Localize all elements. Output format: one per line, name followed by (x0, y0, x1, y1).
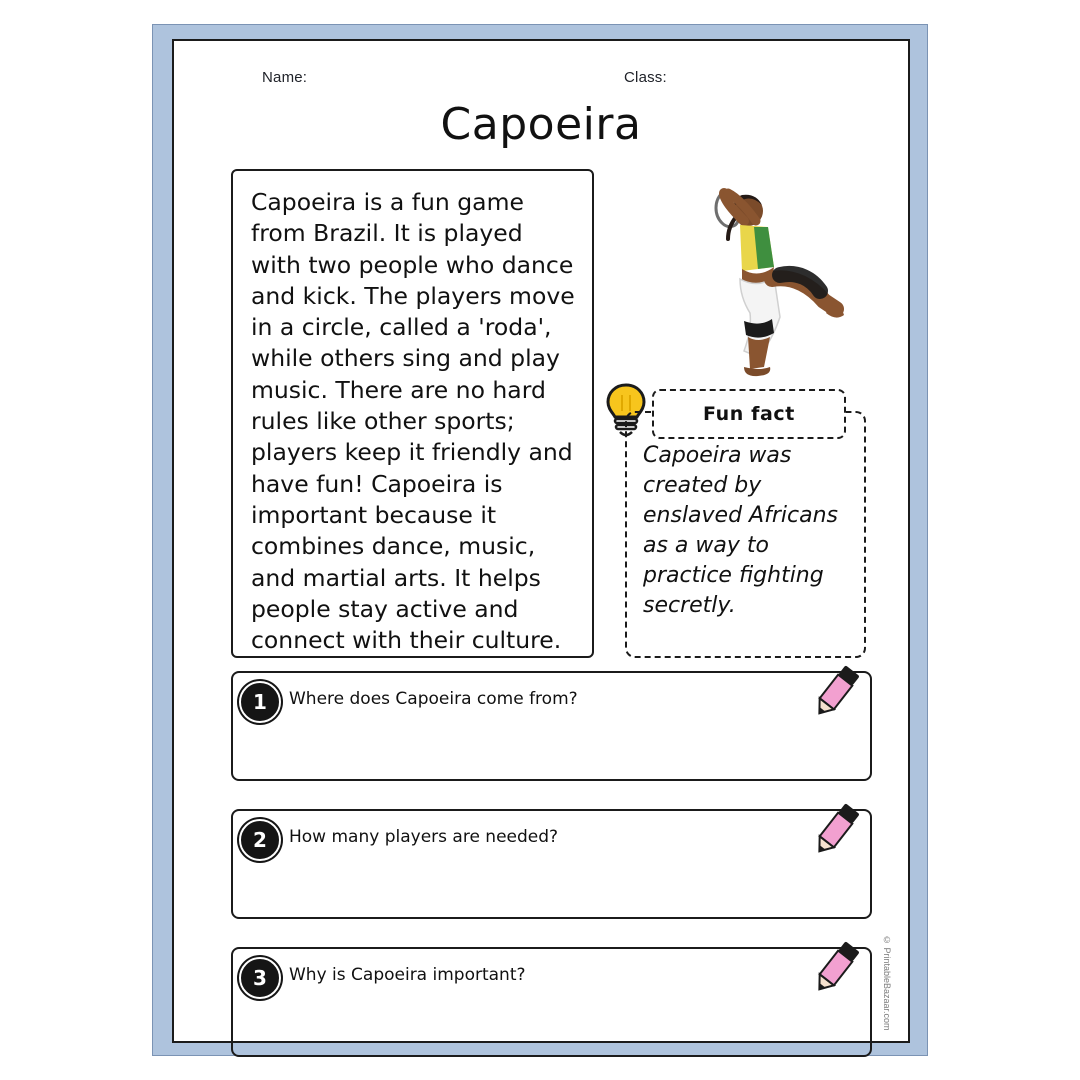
passage-text: Capoeira is a fun game from Brazil. It is played with two people who dance and kick. The players move in a circle, called a 'roda', while others sing and play music. There are no hard rules like other sports; players keep it friendly and have fun! Capoeira is important because it combines dance, music, and martial arts. It helps people stay active and connect with their culture. (251, 188, 583, 655)
question-number: 2 (239, 819, 281, 861)
pencil-icon (808, 937, 864, 999)
question-text: Why is Capoeira important? (289, 965, 526, 985)
pencil-icon (808, 661, 864, 723)
copyright-notice: © PrintableBazaar.com (882, 935, 892, 1031)
sheet-frame (152, 24, 928, 1056)
fun-fact-text: Capoeira was created by enslaved Africans as a way to practice fighting secretly. (643, 443, 845, 618)
fun-fact-label (652, 389, 846, 439)
question-block[interactable] (231, 809, 872, 919)
name-label: Name: (262, 69, 308, 86)
question-text: How many players are needed? (289, 827, 559, 847)
question-block[interactable] (231, 947, 872, 1057)
pencil-icon (808, 799, 864, 861)
question-block[interactable] (231, 671, 872, 781)
class-label: Class: (624, 69, 667, 86)
question-number: 3 (239, 957, 281, 999)
question-text: Where does Capoeira come from? (289, 689, 578, 709)
capoeira-dancer-illustration (644, 171, 880, 381)
passage-box (231, 169, 594, 658)
page-title: Capoeira (440, 99, 642, 150)
sheet-body (172, 39, 910, 1043)
question-number: 1 (239, 681, 281, 723)
fun-fact-label-text: Fun fact (703, 403, 795, 425)
worksheet-header (174, 69, 908, 93)
fun-fact-box (625, 411, 866, 658)
